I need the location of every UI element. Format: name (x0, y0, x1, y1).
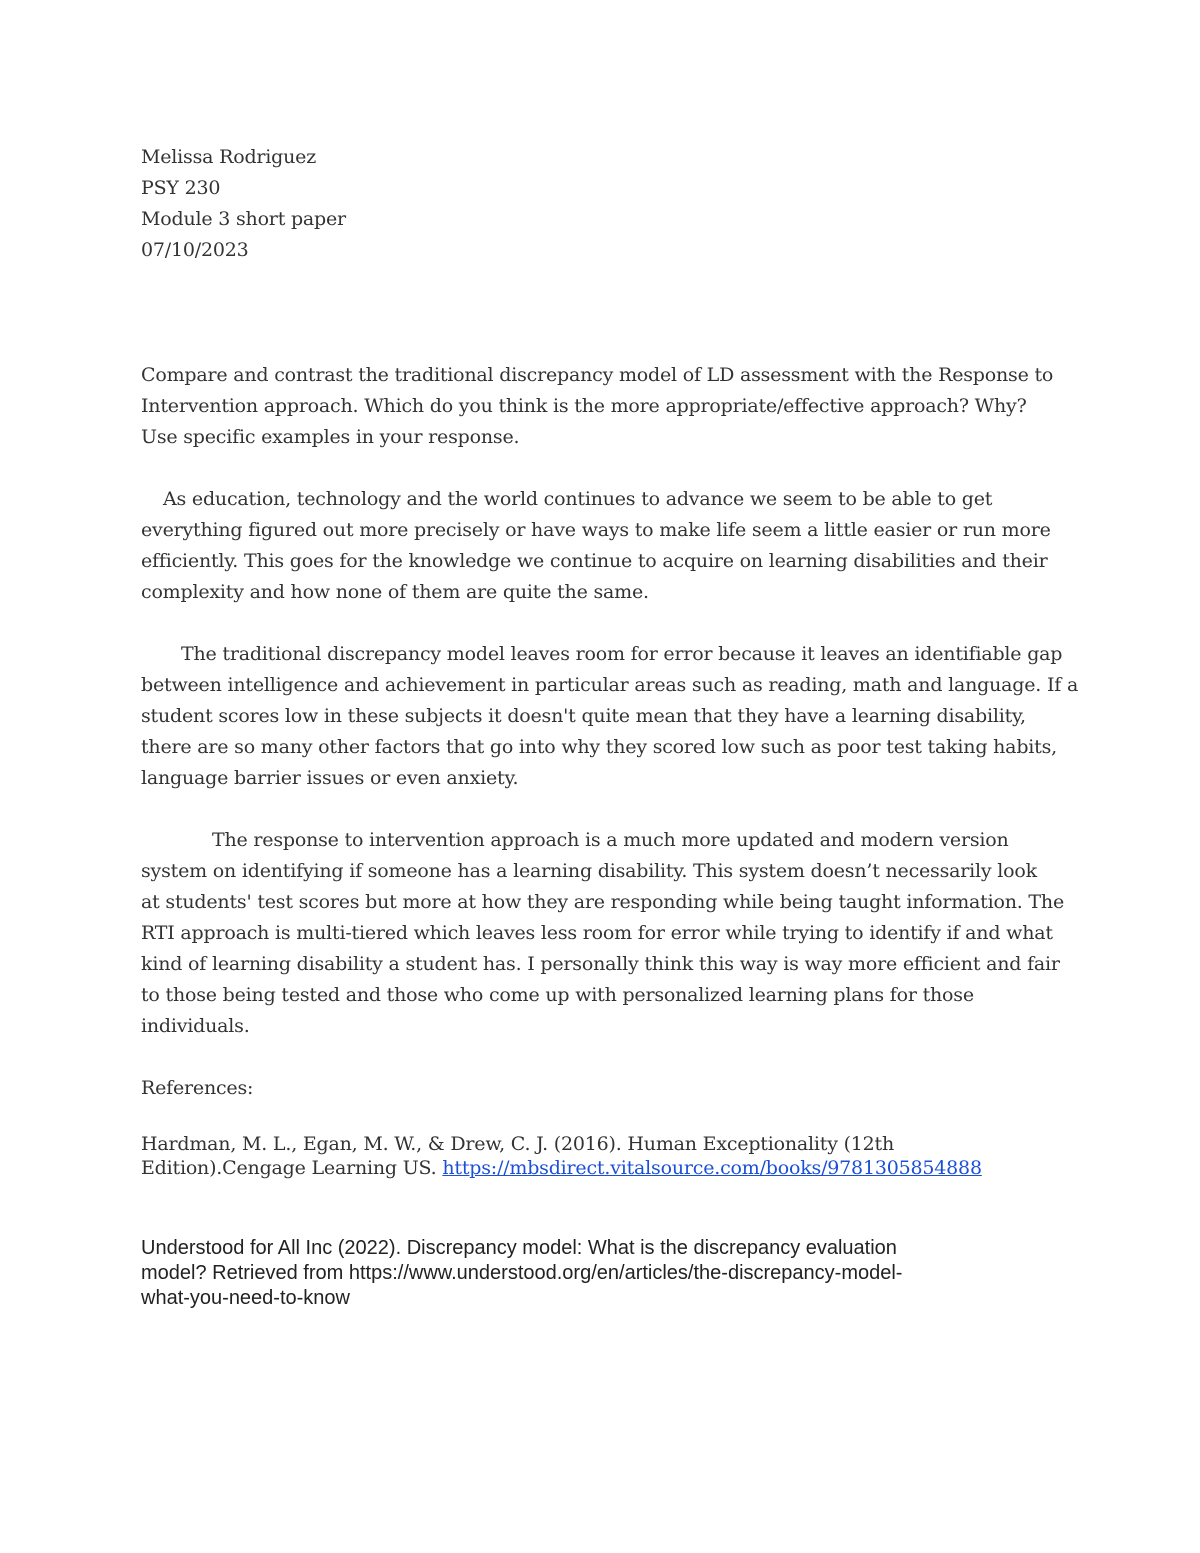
author-name: Melissa Rodriguez (141, 146, 317, 168)
reference-2-line: model? Retrieved from https://www.understood.org/en/articles/the-discrepancy-model- (141, 1262, 903, 1284)
paragraph-1-line: efficiently. This goes for the knowledge we continue to acquire on learning disabilities and their (141, 550, 1048, 572)
paragraph-2-line: The traditional discrepancy model leaves room for error because it leaves an identifiable gap (181, 643, 1063, 665)
paragraph-3-line: RTI approach is multi-tiered which leaves less room for error while trying to identify if and what (141, 922, 1053, 944)
paragraph-2-line: between intelligence and achievement in particular areas such as reading, math and language. If a (141, 674, 1079, 696)
date: 07/10/2023 (141, 239, 249, 261)
reference-2-line: Understood for All Inc (2022). Discrepancy model: What is the discrepancy evaluation (141, 1237, 897, 1259)
prompt-line: Compare and contrast the traditional discrepancy model of LD assessment with the Response to (141, 364, 1054, 386)
references-heading: References: (141, 1077, 254, 1099)
paragraph-2-line: language barrier issues or even anxiety. (141, 767, 519, 789)
paragraph-1-line: everything figured out more precisely or have ways to make life seem a little easier or run more (141, 519, 1051, 541)
prompt-line: Intervention approach. Which do you think is the more appropriate/effective approach? Why? (141, 395, 1027, 417)
paragraph-2-line: student scores low in these subjects it doesn't quite mean that they have a learning disability, (141, 705, 1026, 727)
paragraph-3-line: system on identifying if someone has a learning disability. This system doesn’t necessarily look (141, 860, 1037, 882)
course-code: PSY 230 (141, 177, 221, 199)
reference-2-line: what-you-need-to-know (141, 1287, 350, 1309)
reference-1-line (141, 1156, 982, 1180)
paragraph-3-line: at students' test scores but more at how they are responding while being taught information. The (141, 891, 1064, 913)
paragraph-3-line: kind of learning disability a student has. I personally think this way is way more efficient and fair (141, 953, 1060, 975)
paragraph-3-line: to those being tested and those who come up with personalized learning plans for those (141, 984, 974, 1006)
assignment-title: Module 3 short paper (141, 208, 346, 230)
paragraph-1-line: complexity and how none of them are quite the same. (141, 581, 649, 603)
reference-1-text: Edition).Cengage Learning US. (141, 1157, 443, 1179)
paragraph-3-line: individuals. (141, 1015, 250, 1037)
prompt-line: Use specific examples in your response. (141, 426, 520, 448)
paragraph-2-line: there are so many other factors that go into why they scored low such as poor test taking habits, (141, 736, 1057, 758)
paragraph-1-line: As education, technology and the world continues to advance we seem to be able to get (163, 488, 993, 510)
reference-1-line: Hardman, M. L., Egan, M. W., & Drew, C. J. (2016). Human Exceptionality (12th (141, 1133, 895, 1155)
reference-1-link[interactable]: https://mbsdirect.vitalsource.com/books/9781305854888 (442, 1157, 982, 1179)
paragraph-3-line: The response to intervention approach is a much more updated and modern version (212, 829, 1009, 851)
